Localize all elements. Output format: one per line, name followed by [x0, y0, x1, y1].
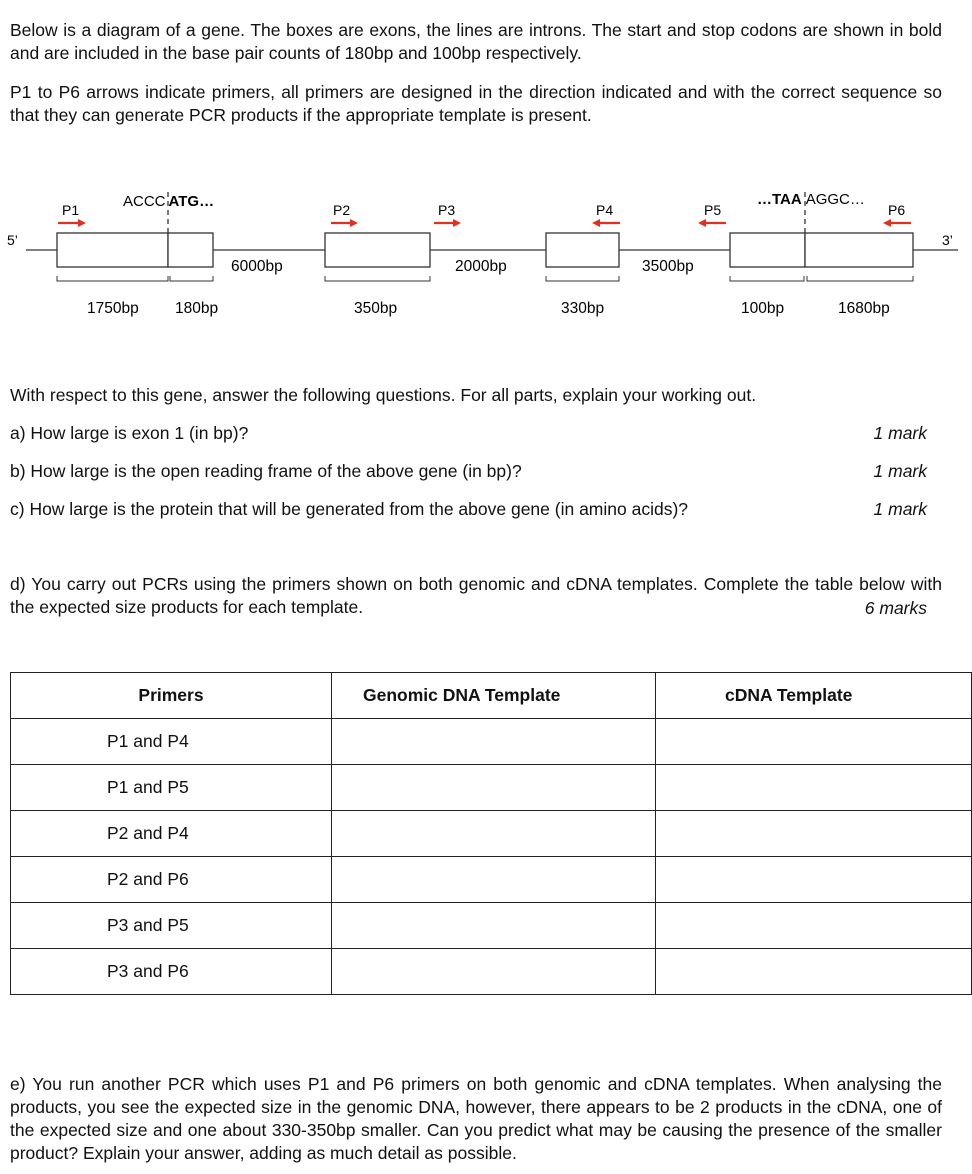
genomic-answer-cell[interactable] [332, 765, 656, 811]
genomic-answer-cell[interactable] [332, 719, 656, 765]
intron-2-size: 2000bp [455, 258, 507, 275]
primer-pair-cell: P1 and P4 [11, 719, 332, 765]
question-b: b) How large is the open reading frame of the above gene (in bp)? [10, 461, 522, 481]
exon-3-box [546, 233, 619, 267]
bracket-exon-4b [807, 276, 913, 281]
genomic-answer-cell[interactable] [332, 857, 656, 903]
pcr-results-table [10, 672, 972, 995]
primer-p4-label: P4 [596, 202, 614, 218]
five-prime-end-label: 5’ [7, 232, 18, 248]
question-b-marks: 1 mark [873, 461, 927, 481]
primer-pair-cell: P2 and P4 [11, 811, 332, 857]
question-a: a) How large is exon 1 (in bp)? [10, 423, 249, 443]
header-cdna: cDNA Template [656, 673, 972, 719]
intro-paragraph-1: Below is a diagram of a gene. The boxes are exons, the lines are introns. The start and stop codons are shown in bold and are included in the base pair counts of 180bp and 100bp respectively. [10, 20, 942, 63]
genomic-answer-cell[interactable] [332, 949, 656, 995]
cdna-answer-cell[interactable] [656, 857, 972, 903]
primer-pair-cell: P3 and P6 [11, 949, 332, 995]
exon-3-size: 330bp [561, 300, 605, 317]
cdna-answer-cell[interactable] [656, 949, 972, 995]
stop-sequence-label: …TAA AGGC… [757, 191, 865, 208]
primer-p1-label: P1 [62, 202, 80, 218]
table-header-row [11, 673, 972, 719]
bracket-exon-1b [170, 276, 213, 281]
intro-paragraph-2: P1 to P6 arrows indicate primers, all primers are designed in the direction indicated and with the correct sequence so that they can generate PCR products if the appropriate template is present. [10, 82, 942, 125]
primer-pair-cell: P2 and P6 [11, 857, 332, 903]
header-genomic: Genomic DNA Template [332, 673, 656, 719]
question-c-marks: 1 mark [873, 499, 927, 519]
bracket-exon-1a [57, 276, 168, 281]
bracket-exon-2 [325, 276, 430, 281]
genomic-answer-cell[interactable] [332, 811, 656, 857]
question-c: c) How large is the protein that will be generated from the above gene (in amino acids)? [10, 499, 689, 519]
cdna-answer-cell[interactable] [656, 903, 972, 949]
bracket-exon-4a [730, 276, 804, 281]
cdna-answer-cell[interactable] [656, 811, 972, 857]
primer-p6-label: P6 [888, 202, 906, 218]
table-row [11, 903, 972, 949]
table-row [11, 719, 972, 765]
cdna-answer-cell[interactable] [656, 719, 972, 765]
primer-pair-cell: P1 and P5 [11, 765, 332, 811]
exon-1b-size: 180bp [175, 300, 219, 317]
table-row [11, 765, 972, 811]
exon-1a-box [57, 233, 168, 267]
table-row [11, 857, 972, 903]
three-prime-end-label: 3’ [942, 232, 953, 248]
questions-lead: With respect to this gene, answer the following questions. For all parts, explain your working out. [10, 385, 757, 405]
table-row [11, 949, 972, 995]
table-row [11, 811, 972, 857]
gene-diagram [0, 180, 972, 330]
question-a-marks: 1 mark [873, 423, 927, 443]
exon-4a-size: 100bp [741, 300, 785, 317]
question-d: d) You carry out PCRs using the primers shown on both genomic and cDNA templates. Complete the table below with the expected size products for each template. [10, 574, 942, 617]
cdna-answer-cell[interactable] [656, 765, 972, 811]
primer-pair-cell: P3 and P5 [11, 903, 332, 949]
bracket-exon-3 [546, 276, 619, 281]
exon-2-box [325, 233, 430, 267]
primer-p5-label: P5 [704, 202, 722, 218]
question-e: e) You run another PCR which uses P1 and P6 primers on both genomic and cDNA templates. When analysing the products, you see the expected size in the genomic DNA, however, there appears to be 2 products in the cDNA, one of the expected size and one about 330-350bp smaller. Can you predict what may be causing the presence of the smaller product? Explain your answer, adding as much detail as possible. [10, 1074, 942, 1163]
exon-1b-box [168, 233, 213, 267]
intron-1-size: 6000bp [231, 258, 283, 275]
start-sequence-label: ACCC ATG… [123, 193, 215, 210]
question-d-marks: 6 marks [864, 598, 927, 618]
genomic-answer-cell[interactable] [332, 903, 656, 949]
primer-p2-label: P2 [333, 202, 351, 218]
header-primers: Primers [11, 673, 332, 719]
primer-p3-label: P3 [438, 202, 456, 218]
exon-4b-box [805, 233, 913, 267]
exon-1a-size: 1750bp [87, 300, 139, 317]
exon-4b-size: 1680bp [838, 300, 890, 317]
exon-2-size: 350bp [354, 300, 398, 317]
intron-3-size: 3500bp [642, 258, 694, 275]
exon-4a-box [730, 233, 805, 267]
